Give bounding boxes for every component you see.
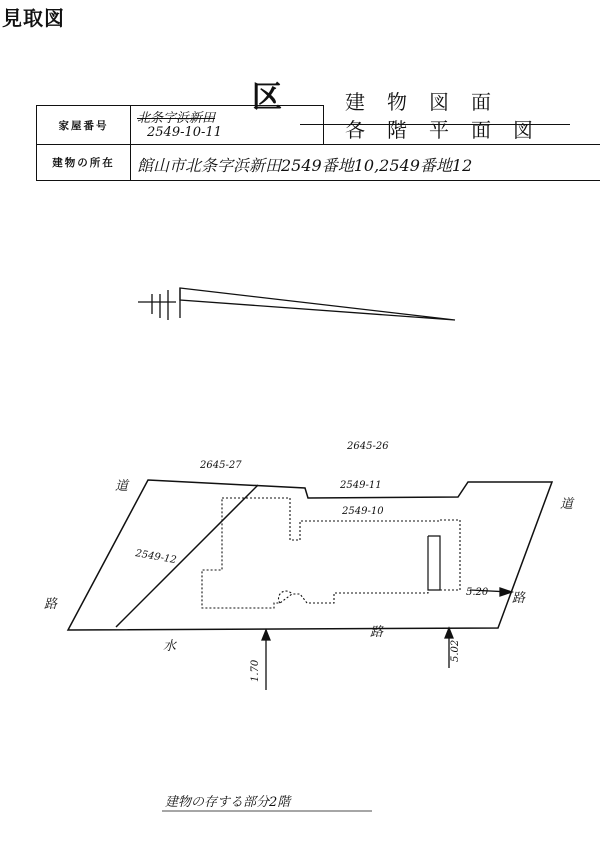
footer-note: 建物の存する部分2階 [165, 795, 291, 810]
title-building-drawing: 建物図面 [345, 90, 513, 114]
dimension-right: 5.02 [450, 639, 461, 662]
location-value: 館山市北条字浜新田2549番地10,2549番地12 [137, 156, 473, 175]
road-char-left-bottom: 路 [44, 597, 58, 612]
house-number-label: 家屋番号 [36, 105, 131, 145]
parcel-2645-27: 2645-27 [200, 460, 242, 471]
dimension-arrows [262, 588, 512, 690]
ku-mark: 区 [252, 80, 282, 115]
road-char-bottom: 路 [370, 625, 384, 640]
dimension-right-edge: 5.20 [466, 587, 489, 598]
parcel-2549-12: 2549-12 [134, 548, 178, 567]
road-char-right-top: 道 [560, 497, 574, 512]
title-floor-plan: 各階平面図 [345, 118, 555, 142]
north-arrow-icon [138, 288, 455, 320]
road-char-left-top: 道 [115, 479, 129, 494]
parcel-2549-11: 2549-11 [340, 480, 382, 491]
location-label: 建物の所在 [36, 144, 131, 181]
corner-title: 見取図 [2, 6, 65, 30]
house-number-struck: 北条字浜新田 [137, 111, 216, 126]
road-char-water: 水 [163, 639, 177, 654]
road-char-right-bottom: 路 [512, 591, 526, 606]
house-number-value: 2549-10-11 [147, 125, 222, 140]
parcel-2645-26: 2645-26 [347, 441, 389, 452]
dimension-left: 1.70 [250, 659, 261, 682]
building-inner-room [428, 536, 440, 590]
building-outline [202, 498, 460, 608]
parcel-2549-10: 2549-10 [342, 506, 384, 517]
